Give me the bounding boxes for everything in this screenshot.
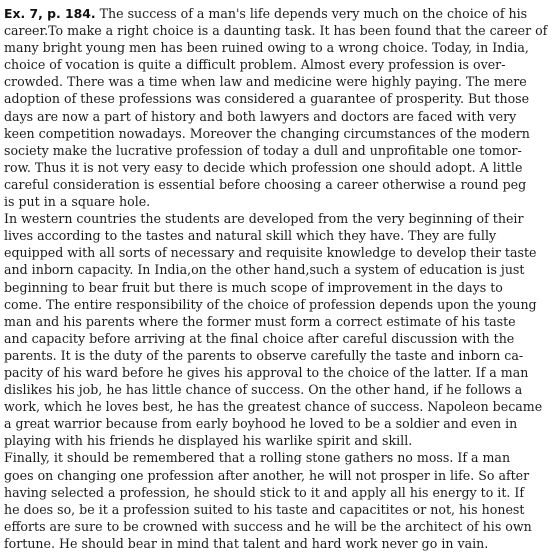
essay-line: dislikes his job, he has little chance of success. On the other hand, if he follows a (4, 382, 523, 398)
essay-line: Finally, it should be remembered that a rolling stone gathers no moss. If a man (4, 450, 511, 466)
essay-line: career.To make a right choice is a daunting task. It has been found that the career of (4, 23, 548, 39)
essay-line: parents. It is the duty of the parents to observe carefully the taste and inborn ca- (4, 347, 524, 363)
essay-line: society make the lucrative profession of today a dull and unprofitable one tomor- (4, 142, 522, 158)
essay-line: is put in a square hole. (4, 194, 151, 210)
essay-line: goes on changing one profession after another, he will not prosper in life. So after (4, 467, 530, 483)
essay-line: having selected a profession, he should stick to it and apply all his energy to it. If (4, 484, 525, 500)
essay-line: and capacity before arriving at the final choice after careful discussion with the (4, 330, 515, 346)
essay-line-1 (4, 5, 552, 22)
essay-page (4, 5, 552, 552)
essay-line: a great warrior because from early boyhood he loved to be a soldier and even in (4, 416, 518, 432)
essay-line: equipped with all sorts of necessary and requisite knowledge to develop their taste (4, 245, 537, 261)
essay-line: In western countries the students are developed from the very beginning of their (4, 211, 524, 227)
essay-line: fortune. He should bear in mind that talent and hard work never go in vain. (4, 535, 489, 551)
essay-line-1-text: The success of a man's life depends very much on the choice of his (95, 6, 528, 21)
essay-line: pacity of his ward before he gives his approval to the choice of the latter. If a man (4, 364, 529, 380)
essay-line: days are now a part of history and both lawyers and doctors are faced with very (4, 108, 517, 124)
essay-line: keen competition nowadays. Moreover the changing circumstances of the modern (4, 125, 530, 141)
essay-line: many bright young men has been ruined owing to a wrong choice. Today, in India, (4, 40, 529, 56)
essay-line: playing with his friends he displayed his warlike spirit and skill. (4, 433, 413, 449)
essay-line: choice of vocation is quite a difficult problem. Almost every profession is over- (4, 57, 506, 73)
essay-line: and inborn capacity. In India,on the other hand,such a system of education is just (4, 262, 525, 278)
essay-line: row. Thus it is not very easy to decide which profession one should adopt. A little (4, 159, 523, 175)
essay-line: careful consideration is essential before choosing a career otherwise a round peg (4, 176, 527, 192)
essay-line: lives according to the tastes and natural skill which they have. They are fully (4, 228, 497, 244)
essay-line: come. The entire responsibility of the choice of profession depends upon the young (4, 296, 537, 312)
essay-line: he does so, be it a profession suited to his taste and capacitites or not, his honest (4, 501, 525, 517)
essay-line: beginning to bear fruit but there is much scope of improvement in the days to (4, 279, 503, 295)
essay-line: efforts are sure to be crowned with success and he will be the architect of his own (4, 518, 532, 534)
essay-line: crowded. There was a time when law and medicine were highly paying. The mere (4, 74, 527, 90)
essay-line: work, which he loves best, he has the greatest chance of success. Napoleon became (4, 399, 543, 415)
essay-line: adoption of these professions was considered a guarantee of prosperity. But those (4, 91, 530, 107)
essay-line: man and his parents where the former must form a correct estimate of his taste (4, 313, 516, 329)
exercise-label: Ex. 7, p. 184. (4, 6, 96, 21)
